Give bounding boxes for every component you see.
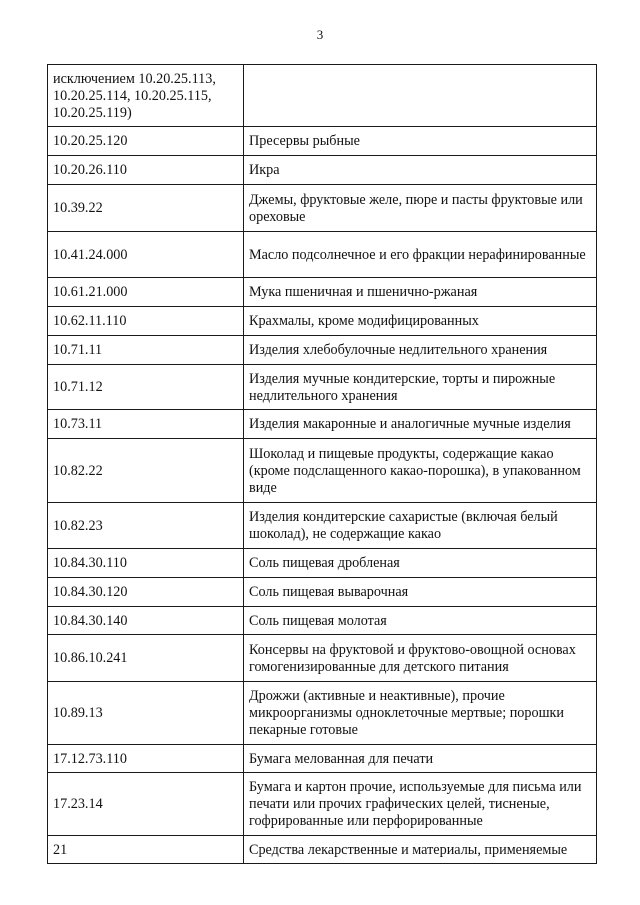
code-cell: 10.39.22 [48, 185, 244, 232]
table-row [48, 410, 597, 439]
code-cell: 10.71.11 [48, 336, 244, 365]
name-cell: Бумага мелованная для печати [244, 745, 597, 773]
page-number: 3 [316, 27, 324, 42]
name-cell: Икра [244, 156, 597, 185]
name-cell: Дрожжи (активные и неактивные), прочие микроорганизмы одноклеточные мертвые; порошки пекарные готовые [244, 682, 597, 745]
name-cell: Пресервы рыбные [244, 127, 597, 156]
table-row [48, 65, 597, 127]
name-cell: Соль пищевая молотая [244, 607, 597, 635]
table-row [48, 278, 597, 307]
table-row [48, 232, 597, 278]
table-row [48, 607, 597, 635]
table-row [48, 127, 597, 156]
table-row [48, 682, 597, 745]
code-cell: 10.61.21.000 [48, 278, 244, 307]
table-row [48, 773, 597, 836]
code-cell: 10.71.12 [48, 365, 244, 410]
name-cell: Соль пищевая дробленая [244, 549, 597, 578]
name-cell: Средства лекарственные и материалы, применяемые [244, 836, 597, 864]
code-cell: 10.84.30.140 [48, 607, 244, 635]
code-cell: исключением 10.20.25.113, 10.20.25.114, 10.20.25.115, 10.20.25.119) [48, 65, 244, 127]
table-row [48, 836, 597, 864]
table-row [48, 578, 597, 607]
table-row [48, 635, 597, 682]
name-cell: Изделия хлебобулочные недлительного хранения [244, 336, 597, 365]
name-cell: Бумага и картон прочие, используемые для письма или печати или прочих графических целей, тисненые, гофрированные или перфорированные [244, 773, 597, 836]
table-row [48, 185, 597, 232]
code-cell: 10.41.24.000 [48, 232, 244, 278]
name-cell: Соль пищевая выварочная [244, 578, 597, 607]
name-cell: Джемы, фруктовые желе, пюре и пасты фруктовые или ореховые [244, 185, 597, 232]
table-row [48, 156, 597, 185]
name-cell: Изделия макаронные и аналогичные мучные изделия [244, 410, 597, 439]
name-cell: Изделия кондитерские сахаристые (включая белый шоколад), не содержащие какао [244, 503, 597, 549]
classification-table [47, 64, 597, 864]
code-cell: 10.84.30.110 [48, 549, 244, 578]
table-row [48, 365, 597, 410]
code-cell: 10.89.13 [48, 682, 244, 745]
code-cell: 10.82.23 [48, 503, 244, 549]
name-cell: Изделия мучные кондитерские, торты и пирожные недлительного хранения [244, 365, 597, 410]
table-row [48, 503, 597, 549]
table-row [48, 307, 597, 336]
code-cell: 10.20.25.120 [48, 127, 244, 156]
code-cell: 10.62.11.110 [48, 307, 244, 336]
table-row [48, 439, 597, 503]
table-row [48, 549, 597, 578]
table-row [48, 336, 597, 365]
name-cell [244, 65, 597, 127]
code-cell: 10.20.26.110 [48, 156, 244, 185]
code-cell: 10.73.11 [48, 410, 244, 439]
name-cell: Крахмалы, кроме модифицированных [244, 307, 597, 336]
name-cell: Масло подсолнечное и его фракции нерафинированные [244, 232, 597, 278]
table-row [48, 745, 597, 773]
code-cell: 10.82.22 [48, 439, 244, 503]
name-cell: Мука пшеничная и пшенично-ржаная [244, 278, 597, 307]
code-cell: 17.23.14 [48, 773, 244, 836]
code-cell: 21 [48, 836, 244, 864]
code-cell: 17.12.73.110 [48, 745, 244, 773]
name-cell: Шоколад и пищевые продукты, содержащие какао (кроме подслащенного какао-порошка), в упакованном виде [244, 439, 597, 503]
code-cell: 10.84.30.120 [48, 578, 244, 607]
code-cell: 10.86.10.241 [48, 635, 244, 682]
name-cell: Консервы на фруктовой и фруктово-овощной основах гомогенизированные для детского питания [244, 635, 597, 682]
